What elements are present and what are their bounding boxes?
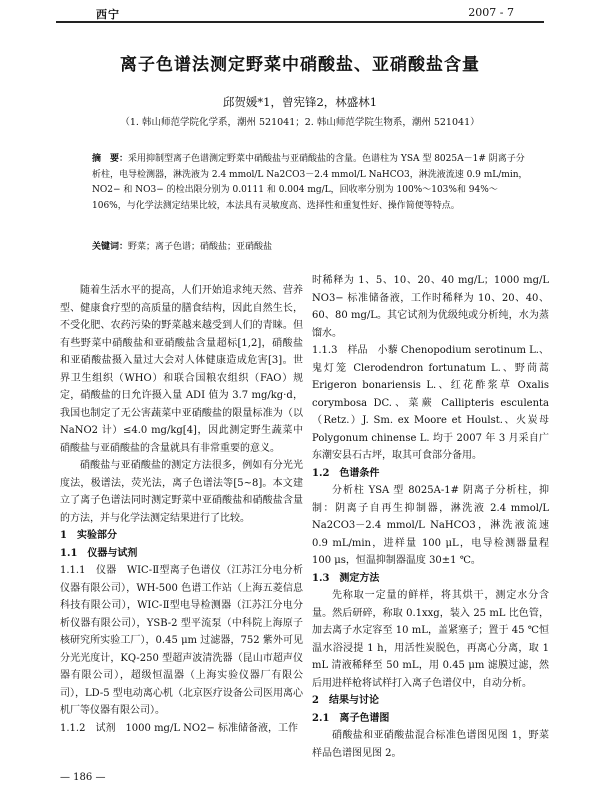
abstract [92, 152, 528, 214]
reagents-paragraph: 1.1.2 试剂 1000 mg/L NO2− 标准储备液，工作 [60, 722, 299, 734]
right-column [312, 272, 549, 762]
section-heading-1-1: 1.1 仪器与试剂 [60, 547, 138, 559]
issue-date: 2007 - 7 [468, 6, 514, 19]
keywords [92, 239, 528, 252]
abstract-text: 采用抑制型离子色谱测定野菜中硝酸盐与亚硝酸盐的含量。色谱柱为 YSA 型 8025A－1# 阴离子分析柱，电导检测器，淋洗液为 2.4 mmol/L Na2CO3－2.4 mmol/L NaHCO3，淋洗液流速 0.9 mL/min，NO2− 和 NO3− 的检出限分别为 0.0111 和 0.004 mg/L，回收率分别为 100%～103%和 94%～106%，与化学法测定结果比较，本法具有灵敏度高、选择性和重复性好、操作简便等特点。 [92, 154, 528, 211]
section-heading-2: 2 结果与讨论 [312, 695, 379, 706]
keywords-text: 野菜；离子色谱；硝酸盐；亚硝酸盐 [128, 242, 273, 252]
journal-header: 西宁 [96, 8, 120, 21]
left-column [60, 282, 303, 737]
section-heading-1: 1 实验部分 [60, 530, 117, 541]
intro-paragraph-2: 硝酸盐与亚硝酸盐的测定方法很多，例如有分光光度法，极谱法，荧光法，离子色谱法等[5~8]。本文建立了离子色谱法同时测定野菜中亚硝酸盐和硝酸盐含量的方法，并与化学法测定结果进行了比较。 [60, 460, 303, 524]
authors: 邱贺媛*1，曾宪锋2，林盛林1 [222, 95, 378, 109]
samples-paragraph: 1.1.3 样品 小藜 Chenopodium serotinum L.、鬼灯笼 Clerodendron fortunatum L.、野茼蒿 Erigeron bonariensis L.、红花酢浆草 Oxalis corymbosa DC.、菜蕨 Callipteris esculenta（Retz.）J. Sm. ex Moore et Houlst.、火炭母 Polygonum chinense L. 均于 2007 年 3 月采自广东潮安县石古坪，取其可食部分备用。 [312, 345, 549, 461]
affiliations: （1. 韩山师范学院化学系，潮州 521041；2. 韩山师范学院生物系，潮州 521041） [120, 117, 480, 128]
article-title: 离子色谱法测定野菜中硝酸盐、亚硝酸盐含量 [120, 55, 480, 75]
conditions-paragraph: 分析柱 YSA 型 8025A-1# 阴离子分析柱，抑制：阴离子自再生抑制器，淋洗液 2.4 mmol/L Na2CO3－2.4 mmol/L NaHCO3，淋洗液流速 0.9 mL/min，进样量 100 μL，电导检测器量程 100 μs，恒温抑制器温度 30±1 ℃。 [312, 485, 549, 566]
section-heading-2-1: 2.1 离子色谱图 [312, 712, 390, 724]
abstract-label: 摘 要： [92, 154, 129, 164]
method-paragraph: 先称取一定量的鲜样，将其烘干，测定水分含量。然后研碎，称取 0.1xxg，装入 25 mL 比色管，加去离子水定容至 10 mL，盖紧塞子；置于 45 ℃恒温水浴浸提 1 h，用活性炭脱色，再离心分离，取 1 mL 清液稀释至 50 mL，用 0.45 μm 滤膜过滤，然后用进样枪将试样打入离子色谱仪中，自动分析。 [312, 590, 549, 689]
intro-paragraph-1: 随着生活水平的提高，人们开始追求纯天然、营养型、健康食疗型的高质量的膳食结构，因此自然生长，不受化肥、农药污染的野菜越来越受到人们的青睐。但有些野菜中硝酸盐和亚硝酸盐含量超标[1,2]，硝酸盐和亚硝酸盐摄入量过大会对人体健康造成危害[3]。世界卫生组织（WHO）和联合国粮农组织（FAO）规定，硝酸盐的日允许摄入量 ADI 值为 3.7 mg/kg·d，我国也制定了无公害蔬菜中亚硝酸盐的限量标准为（以 NaNO2 计）≤4.0 mg/kg[4]，因此测定野生蔬菜中硝酸盐与亚硝酸盐的含量就具有非常重要的意义。 [60, 285, 303, 454]
keywords-label: 关键词： [92, 242, 129, 252]
results-paragraph: 硝酸盐和亚硝酸盐混合标准色谱图见图 1，野菜样品色谱图见图 2。 [312, 730, 549, 759]
section-heading-1-3: 1.3 测定方法 [312, 572, 380, 584]
header-rule [56, 21, 544, 23]
page-number: — 186 — [60, 772, 106, 783]
reagents-continued: 时稀释为 1、5、10、20、40 mg/L；1000 mg/L NO3− 标准储备液，工作时稀释为 10、20、40、60、80 mg/L。其它试剂为优级纯或分析纯，水为蒸馏水。 [312, 275, 549, 339]
section-heading-1-2: 1.2 色谱条件 [312, 467, 380, 479]
instruments-paragraph: 1.1.1 仪器 WIC-Ⅱ型离子色谱仪（江苏江分电分析仪器有限公司），WH-500 色谱工作站（上海五菱信息科技有限公司），WIC-Ⅱ型电导检测器（江苏江分电分析仪器有限公司），YSB-2 型平流泵（中科院上海原子核研究所实验工厂），0.45 μm 过滤器，752 紫外可见分光光度计，KQ-250 型超声波清洗器（昆山市超声仪器有限公司），超级恒温器（上海实验仪器厂有限公司），LD-5 型电动离心机（北京医疗设备公司医用离心机厂等仪器有限公司）。 [60, 565, 303, 716]
